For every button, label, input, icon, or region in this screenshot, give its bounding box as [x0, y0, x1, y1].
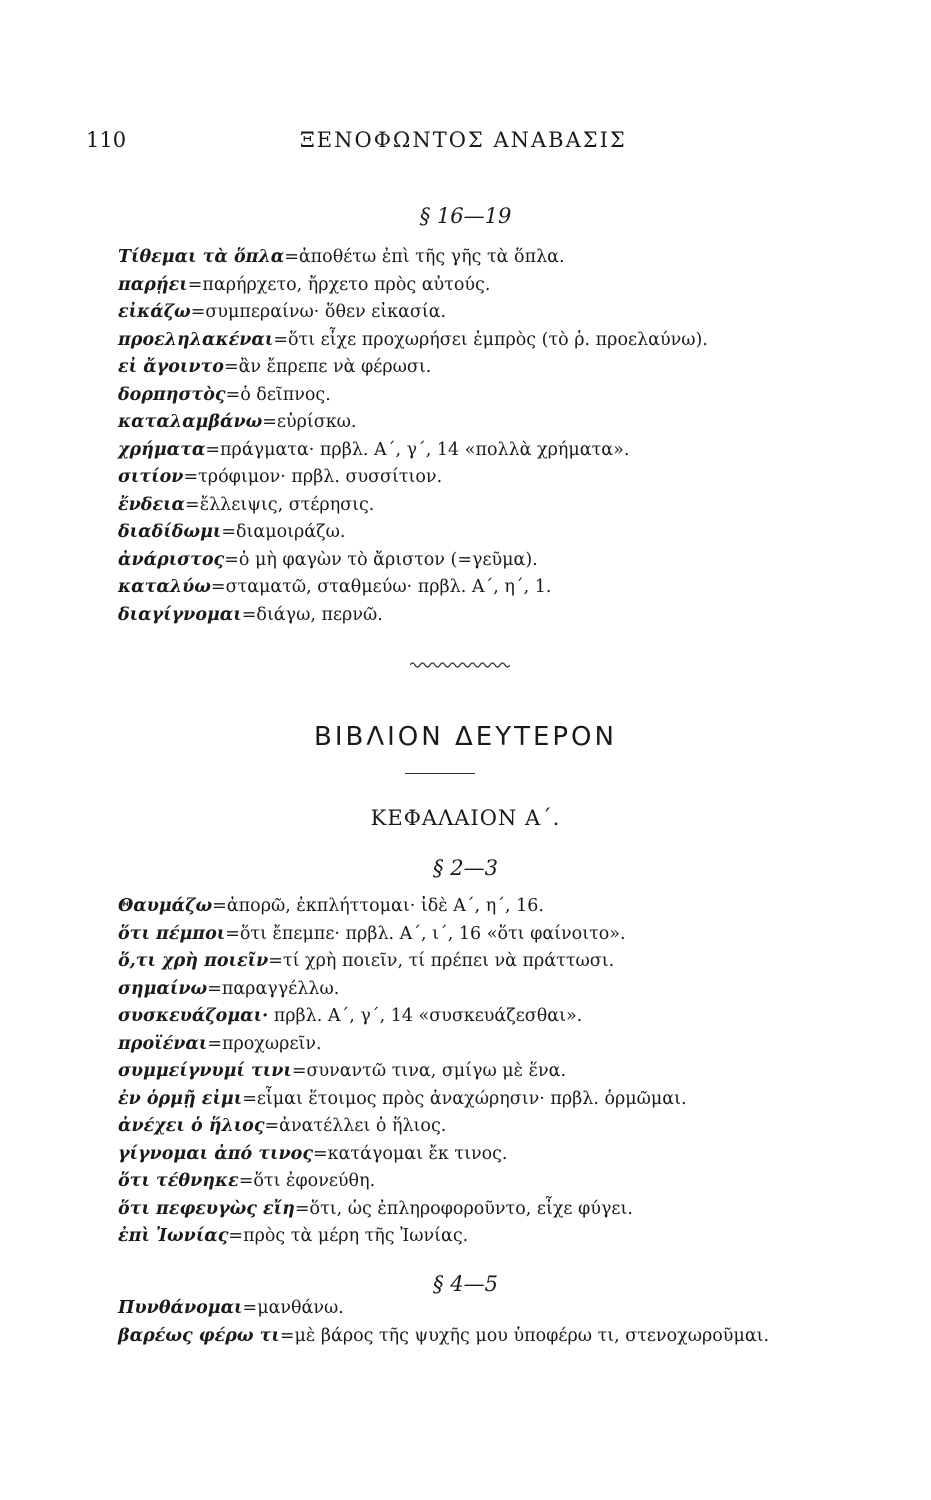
entry-gloss: =μὲ βάρος τῆς ψυχῆς μου ὑποφέρω τι, στενοχωροῦμαι. — [279, 1325, 770, 1346]
entry-term: ὅτι τέθνηκε — [118, 1171, 239, 1191]
entry-gloss: =ἀποθέτω ἐπὶ τῆς γῆς τὰ ὅπλα. — [284, 247, 565, 267]
entry-term: καταλύω — [118, 577, 211, 597]
entry-term: Πυνθάνομαι — [118, 1298, 243, 1318]
glossary-entry — [118, 921, 898, 949]
entry-term: συσκευάζομαι· — [118, 1006, 269, 1026]
entry-term: ἐπὶ Ἰωνίας — [118, 1226, 229, 1246]
entry-gloss: =σταματῶ, σταθμεύω· πρβλ. Α΄, η΄, 1. — [210, 577, 552, 597]
entry-term: ὅ,τι χρὴ ποιεῖν — [118, 951, 269, 971]
entry-term: ὅτι πεφευγὼς εἴη — [118, 1198, 295, 1219]
glossary-entry — [118, 327, 898, 355]
entry-gloss: =πράγματα· πρβλ. Α΄, γ΄, 14 «πολλὰ χρήματα». — [205, 439, 630, 460]
entry-gloss: =προχωρεῖν. — [207, 1033, 322, 1054]
entry-gloss: πρβλ. Α΄, γ΄, 14 «συσκευάζεσθαι». — [268, 1006, 583, 1026]
glossary-entry — [118, 354, 898, 382]
entry-term: διαγίγνομαι — [118, 604, 242, 625]
entry-term: συμμείγνυμί τινι — [118, 1061, 292, 1081]
glossary-entry — [118, 1223, 898, 1251]
entry-gloss: =συναντῶ τινα, σμίγω μὲ ἕνα. — [291, 1061, 567, 1081]
entry-term: εἰ ἄγοιντο — [118, 357, 224, 377]
entry-gloss: =ὅτι εἶχε προχωρήσει ἐμπρὸς (τὸ ῥ. προελαύνω). — [273, 329, 708, 350]
glossary-entry — [118, 547, 898, 575]
entry-gloss: =διάγω, περνῶ. — [241, 604, 383, 625]
entry-gloss: =συμπεραίνω· ὅθεν εἰκασία. — [190, 302, 447, 322]
section-mark-2-3: § 2—3 — [433, 856, 498, 880]
glossary-entry — [118, 1141, 898, 1169]
section-mark-16-19: § 16—19 — [419, 204, 512, 228]
glossary-entry — [118, 299, 898, 327]
entry-term: καταλαμβάνω — [118, 412, 263, 432]
entry-gloss: =μανθάνω. — [242, 1298, 344, 1318]
entry-gloss: =πρὸς τὰ μέρη τῆς Ἰωνίας. — [228, 1226, 469, 1246]
entry-gloss: =ὁ μὴ φαγὼν τὸ ἄριστον (=γεῦμα). — [224, 549, 538, 570]
page-number: 110 — [86, 128, 127, 152]
section-mark-4-5: § 4—5 — [433, 1272, 498, 1296]
glossary-entry — [118, 519, 898, 547]
glossary-entry — [118, 893, 898, 921]
glossary-entry — [118, 1086, 898, 1114]
glossary-entry — [118, 1168, 898, 1196]
entry-term: Θαυμάζω — [118, 896, 213, 916]
book-title: ΒΙΒΛΙΟΝ ΔΕΥΤΕΡΟΝ — [314, 722, 617, 752]
glossary-entry — [118, 1031, 898, 1059]
glossary-list-4-5 — [118, 1295, 898, 1350]
entry-gloss: =τί χρὴ ποιεῖν, τί πρέπει νὰ πράττωσι. — [268, 951, 615, 971]
chapter-title: ΚΕΦΑΛΑΙΟΝ Α΄. — [370, 806, 561, 830]
entry-gloss: =ἔλλειψις, στέρησις. — [185, 494, 375, 515]
glossary-entry — [118, 409, 898, 437]
entry-term: ἀνέχει ὁ ἥλιος — [118, 1116, 265, 1136]
entry-gloss: =εἶμαι ἕτοιμος πρὸς ἀναχώρησιν· πρβλ. ὁρμῶμαι. — [242, 1088, 687, 1109]
glossary-entry — [118, 948, 898, 976]
entry-term: σημαίνω — [118, 978, 208, 999]
glossary-entry — [118, 1295, 898, 1323]
glossary-entry — [118, 492, 898, 520]
entry-gloss: =ὅτι, ὡς ἐπληροφοροῦντο, εἶχε φύγει. — [294, 1198, 633, 1219]
entry-term: ὅτι πέμποι — [118, 923, 226, 944]
entry-term: βαρέως φέρω τι — [118, 1325, 280, 1346]
glossary-entry — [118, 382, 898, 410]
glossary-entry — [118, 574, 898, 602]
entry-gloss: =ὅτι ἐφονεύθη. — [238, 1171, 376, 1191]
entry-term: γίγνομαι ἀπό τινος — [118, 1143, 313, 1164]
glossary-entry — [118, 602, 898, 630]
entry-term: ἔνδεια — [118, 494, 186, 515]
entry-term: προϊέναι — [118, 1033, 208, 1054]
wavy-divider — [410, 660, 510, 670]
glossary-entry — [118, 1323, 898, 1351]
glossary-entry — [118, 976, 898, 1004]
title-rule — [405, 773, 475, 774]
glossary-list-16-19 — [118, 244, 898, 629]
entry-gloss: =κατάγομαι ἔκ τινος. — [312, 1143, 508, 1164]
entry-gloss: =παραγγέλλω. — [207, 978, 340, 999]
entry-gloss: =ἀνατέλλει ὁ ἥλιος. — [264, 1116, 447, 1136]
entry-term: διαδίδωμι — [118, 522, 222, 542]
entry-gloss: =εὑρίσκω. — [262, 412, 357, 432]
entry-term: εἰκάζω — [118, 302, 191, 322]
glossary-entry — [118, 437, 898, 465]
entry-term: ἀνάριστος — [118, 549, 225, 570]
entry-gloss: =ἂν ἔπρεπε νὰ φέρωσι. — [223, 357, 432, 377]
entry-term: χρήματα — [118, 439, 206, 460]
entry-term: Τίθεμαι τὰ ὅπλα — [118, 247, 285, 267]
entry-gloss: =ἀπορῶ, ἐκπλήττομαι· ἰδὲ Α΄, η΄, 16. — [212, 896, 544, 916]
entry-gloss: =ὁ δεῖπνος. — [225, 384, 331, 405]
entry-gloss: =διαμοιράζω. — [221, 522, 346, 542]
entry-term: προεληλακέναι — [118, 329, 274, 350]
glossary-list-2-3 — [118, 893, 898, 1251]
glossary-entry — [118, 244, 898, 272]
entry-gloss: =τρόφιμον· πρβλ. συσσίτιον. — [183, 467, 443, 487]
glossary-entry — [118, 1113, 898, 1141]
entry-term: παρῄει — [118, 274, 188, 295]
header-title: ΞΕΝΟΦΩΝΤΟΣ ΑΝΑΒΑΣΙΣ — [300, 128, 627, 152]
entry-term: δορπηστὸς — [118, 384, 226, 405]
entry-gloss: =ὅτι ἔπεμπε· πρβλ. Α΄, ι΄, 16 «ὅτι φαίνοιτο». — [225, 923, 626, 944]
glossary-entry — [118, 1003, 898, 1031]
glossary-entry — [118, 464, 898, 492]
entry-gloss: =παρήρχετο, ἤρχετο πρὸς αὐτούς. — [187, 274, 491, 295]
glossary-entry — [118, 272, 898, 300]
glossary-entry — [118, 1196, 898, 1224]
glossary-entry — [118, 1058, 898, 1086]
entry-term: σιτίον — [118, 467, 184, 487]
entry-term: ἐν ὁρμῇ εἰμι — [118, 1088, 243, 1109]
running-head — [0, 128, 931, 158]
